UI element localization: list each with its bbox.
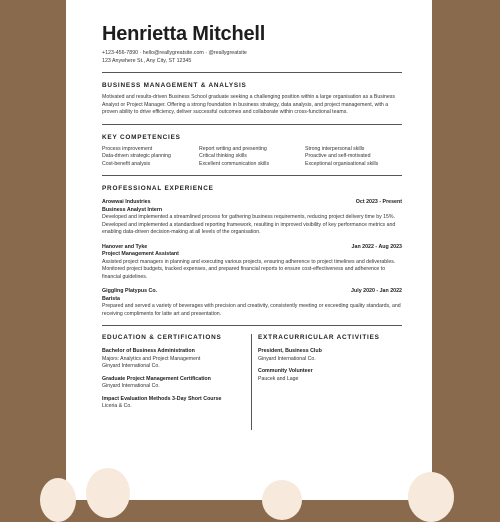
activity-item [258,368,402,383]
job-company: Hanover and Tyke [102,243,148,250]
competency-column [305,146,402,169]
activity-detail: Paucek and Lage [258,375,299,382]
job-entry [102,199,402,237]
section-title: PROFESSIONAL EXPERIENCE [102,185,214,192]
competency-item: Strong interpersonal skills [305,145,365,152]
job-role: Business Analyst Intern [102,206,163,213]
job-company: Arowwai Industries [102,199,151,205]
decorative-blob [408,472,454,522]
job-header [102,288,402,296]
job-header [102,199,402,207]
section-title: KEY COMPETENCIES [102,133,181,141]
summary-section [102,82,402,117]
competencies-grid [102,146,402,169]
education-item [102,348,247,371]
education-item [102,376,247,391]
education-title: Graduate Project Management Certification [102,375,211,382]
competency-item: Excellent communication skills [199,160,270,167]
activity-title: President, Business Club [258,348,322,354]
competency-item: Proactive and self-motivated [305,153,371,159]
divider [102,175,402,176]
section-title: BUSINESS MANAGEMENT & ANALYSIS [102,82,247,89]
divider [102,124,402,125]
education-detail: Ginyard International Co. [102,363,160,369]
job-description: Assisted project managers in planning and executing various projects, ensuring adherence to project timelines and deliverables. Monitored project budgets, tracked expenses, and prepared financial reports to ensure cost-effectiveness and adherence to financial guidelines. [102,258,396,280]
education-item [102,396,247,411]
activity-detail: Ginyard International Co. [258,355,316,362]
education-title: Bachelor of Business Administration [102,348,195,354]
divider [102,325,402,326]
bottom-columns [102,334,402,430]
activity-item [258,348,402,363]
competency-item: Cost-benefit analysis [102,160,151,167]
section-title: EXTRACURRICULAR ACTIVITIES [258,334,380,341]
job-role: Barista [102,295,120,302]
education-detail: Ginyard International Co. [102,383,160,389]
competency-column [102,146,199,169]
education-section [102,334,251,430]
competencies-section [102,134,402,169]
address-line: 123 Anywhere St., Any City, ST 12345 [102,58,192,64]
job-role: Project Management Assistant [102,251,179,257]
decorative-blob [86,468,130,518]
job-entry [102,244,402,282]
job-company: Giggling Platypus Co. [102,288,158,294]
competency-item: Exceptional organisational skills [305,160,379,167]
competency-item: Report writing and presenting [199,145,267,152]
job-dates: July 2020 - Jan 2022 [351,288,402,294]
extracurricular-section [258,334,402,430]
experience-section [102,185,402,318]
competency-item: Data-driven strategic planning [102,153,171,159]
job-dates: Oct 2023 - Present [355,199,402,205]
education-title: Impact Evaluation Methods 3-Day Short Course [102,395,222,402]
resume-page [66,0,432,500]
candidate-name: Henrietta Mitchell [102,23,266,45]
decorative-blob [40,478,76,522]
section-title: EDUCATION & CERTIFICATIONS [102,334,222,341]
job-dates: Jan 2022 - Aug 2023 [351,243,402,250]
competency-item: Critical thinking skills [199,153,247,159]
job-description: Developed and implemented a streamlined process for gathering business requirements, reducing project delivery time by 15%. Developed and implemented a standardised reporting framework, resulting in improved visibility of key performance metrics and enabling data-driven decision-making at all levels of the organisation. [102,214,396,235]
decorative-blob [262,480,302,520]
competency-item: Process improvement [102,145,153,152]
education-detail: Majors: Analytics and Project Management [102,355,201,362]
activity-title: Community Volunteer [258,368,313,374]
summary-text: Motivated and results-driven Business School graduate seeking a challenging position within a large organisation as a Business Analyst or Project Manager. Offering a strong foundation in business strategy, data analysis, and project management, with a proven ability to drive efficiency, deliver successful outcomes and collaborate within cross-functional teams. [102,94,395,115]
column-divider [251,334,252,430]
education-detail: Liceria & Co. [102,403,132,409]
contact-line: +123-456-7890 · hello@reallygreatsite.com · @reallygreatsite [102,50,247,56]
job-description: Prepared and served a variety of beverages with precision and creativity, consistently meeting or exceeding quality standards, and receiving compliments for latte art and presentation. [102,303,401,317]
job-entry [102,288,402,318]
divider [102,72,402,73]
competency-column [199,146,305,169]
job-header [102,244,402,252]
